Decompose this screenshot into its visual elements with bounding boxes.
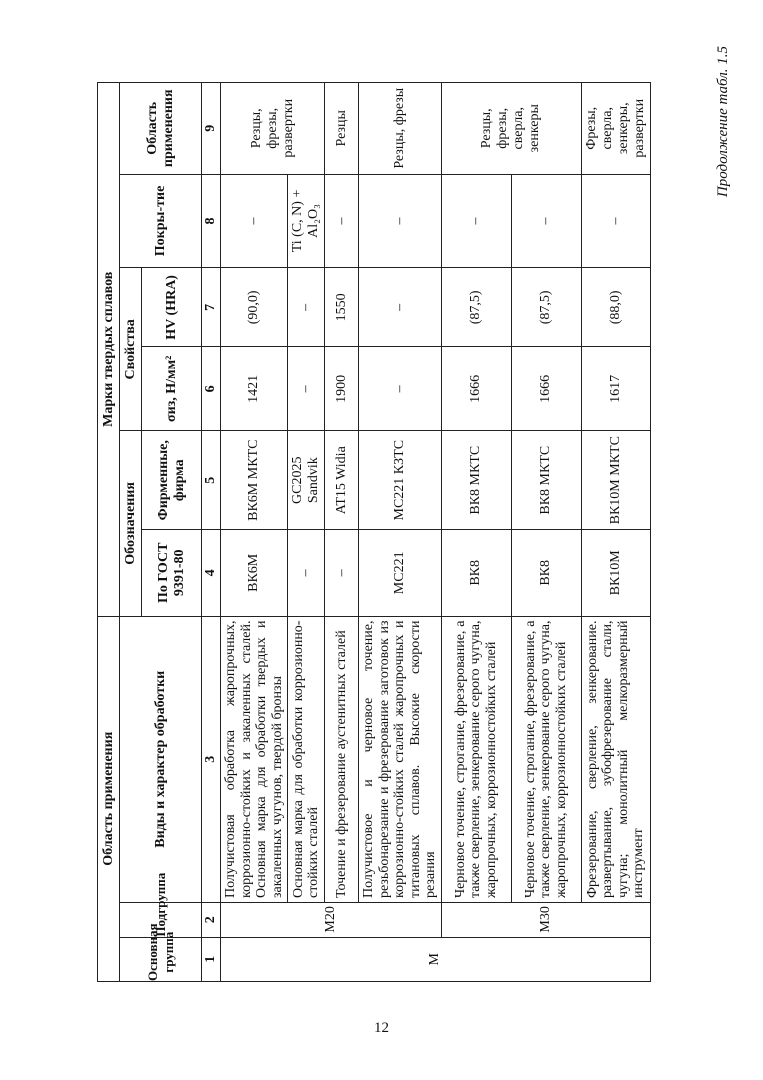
col-number: 2 xyxy=(202,903,221,938)
table-caption: Продолжение табл. 1.5 xyxy=(715,46,731,198)
gost-cell: ВК8 xyxy=(441,530,511,616)
brand-cell: ВК8 МКТС xyxy=(511,431,581,530)
application-cell: Резцы xyxy=(325,83,359,175)
brand-cell: ВК8 МКТС xyxy=(441,431,511,530)
group-cell: M xyxy=(221,937,651,981)
coating-cell: – xyxy=(325,174,359,268)
application-cell: Фрезы, сверла, зенкеры, развертки xyxy=(581,83,650,175)
header-properties: Свойства xyxy=(120,268,142,431)
table-row xyxy=(288,83,325,982)
hv-cell: (87,5) xyxy=(511,268,581,347)
sigma-cell: – xyxy=(288,347,325,431)
coating-cell: – xyxy=(441,174,511,268)
brand-cell: ВК10М МКТС xyxy=(581,431,650,530)
brand-cell: AT15 Widia xyxy=(325,431,359,530)
application-cell: Резцы, фрезы, развертки xyxy=(221,83,325,175)
header-hv: HV (HRA) xyxy=(142,268,202,347)
hv-cell: (87,5) xyxy=(441,268,511,347)
table-row xyxy=(359,83,442,982)
subgroup-cell: M30 xyxy=(441,903,650,938)
processing-cell: Получистовое и черновое точение, резьбонарезание и фрезерование заготовок из коррозионно-стойких сталей жаропрочных и титановых сплавов. Высокие скорости резания xyxy=(359,616,442,902)
col-number: 1 xyxy=(202,937,221,981)
header-sigma: σиз, Н/мм² xyxy=(142,347,202,431)
header-subgroup: Подгруппа xyxy=(120,903,202,938)
header-gost: По ГОСТ 9391-80 xyxy=(142,530,202,616)
coating-cell: Ti (C, N) + Al₂O₃ xyxy=(288,174,325,268)
gost-cell: ВК6М xyxy=(221,530,288,616)
table-row xyxy=(581,83,650,982)
hv-cell: 1550 xyxy=(325,268,359,347)
header-brand: Фирменные, фирма xyxy=(142,431,202,530)
hard-alloys-table xyxy=(97,82,651,982)
processing-cell: Получистовая обработка жаропрочных, коррозионно-стойких и закаленных сталей. Основная марка для обработки твердых и закаленных чугунов, твердой бронзы xyxy=(221,616,288,902)
table-row xyxy=(441,83,511,982)
table-row xyxy=(221,83,288,982)
col-number: 4 xyxy=(202,530,221,616)
col-number: 8 xyxy=(202,174,221,268)
header-main-group: Основная группа xyxy=(120,937,202,981)
gost-cell: – xyxy=(325,530,359,616)
header-application-area: Область применения xyxy=(98,616,120,981)
header-coating: Покры-тие xyxy=(120,174,202,268)
hv-cell: – xyxy=(359,268,442,347)
header-grades: Марки твердых сплавов xyxy=(98,83,120,617)
sigma-cell: 1666 xyxy=(441,347,511,431)
sigma-cell: – xyxy=(359,347,442,431)
col-number: 5 xyxy=(202,431,221,530)
header-application: Область применения xyxy=(120,83,202,175)
gost-cell: ВК10М xyxy=(581,530,650,616)
header-designations: Обозначения xyxy=(120,431,142,616)
gost-cell: ВК8 xyxy=(511,530,581,616)
subgroup-cell: M20 xyxy=(221,903,442,938)
brand-cell: ВК6М МКТС xyxy=(221,431,288,530)
gost-cell: MC221 xyxy=(359,530,442,616)
gost-cell: – xyxy=(288,530,325,616)
column-numbers-row xyxy=(202,83,221,982)
sigma-cell: 1421 xyxy=(221,347,288,431)
coating-cell: – xyxy=(359,174,442,268)
coating-cell: – xyxy=(581,174,650,268)
processing-cell: Черновое точение, строгание, фрезерование, а также сверление, зенкерование серого чугуна, жаропрочных, коррозионностойких сталей xyxy=(511,616,581,902)
sigma-cell: 1900 xyxy=(325,347,359,431)
coating-cell: – xyxy=(511,174,581,268)
sigma-cell: 1666 xyxy=(511,347,581,431)
hv-cell: – xyxy=(288,268,325,347)
table-row xyxy=(325,83,359,982)
sigma-cell: 1617 xyxy=(581,347,650,431)
processing-cell: Основная марка для обработки коррозионно-стойких сталей xyxy=(288,616,325,902)
processing-cell: Точение и фрезерование аустенитных сталей xyxy=(325,616,359,902)
coating-cell: – xyxy=(221,174,288,268)
rotated-table-container xyxy=(97,82,667,982)
col-number: 3 xyxy=(202,616,221,902)
col-number: 9 xyxy=(202,83,221,175)
processing-cell: Фрезерование, сверление, зенкерование. развертывание, зубофрезерование стали, чугуна; монолитный мелкоразмерный инструмент xyxy=(581,616,650,902)
header-processing: Виды и характер обработки xyxy=(120,616,202,902)
col-number: 6 xyxy=(202,347,221,431)
application-cell: Резцы, фрезы, сверла, зенкеры xyxy=(441,83,581,175)
hv-cell: (90,0) xyxy=(221,268,288,347)
col-number: 7 xyxy=(202,268,221,347)
hv-cell: (88,0) xyxy=(581,268,650,347)
processing-cell: Черновое точение, строгание, фрезерование, а также сверление, зенкерование серого чугуна, жаропрочных, коррозионностойких сталей xyxy=(441,616,511,902)
brand-cell: GC2025 Sandvik xyxy=(288,431,325,530)
table-row xyxy=(511,83,581,982)
page-number: 12 xyxy=(374,1020,389,1036)
application-cell: Резцы, фрезы xyxy=(359,83,442,175)
brand-cell: MC221 КЗТС xyxy=(359,431,442,530)
